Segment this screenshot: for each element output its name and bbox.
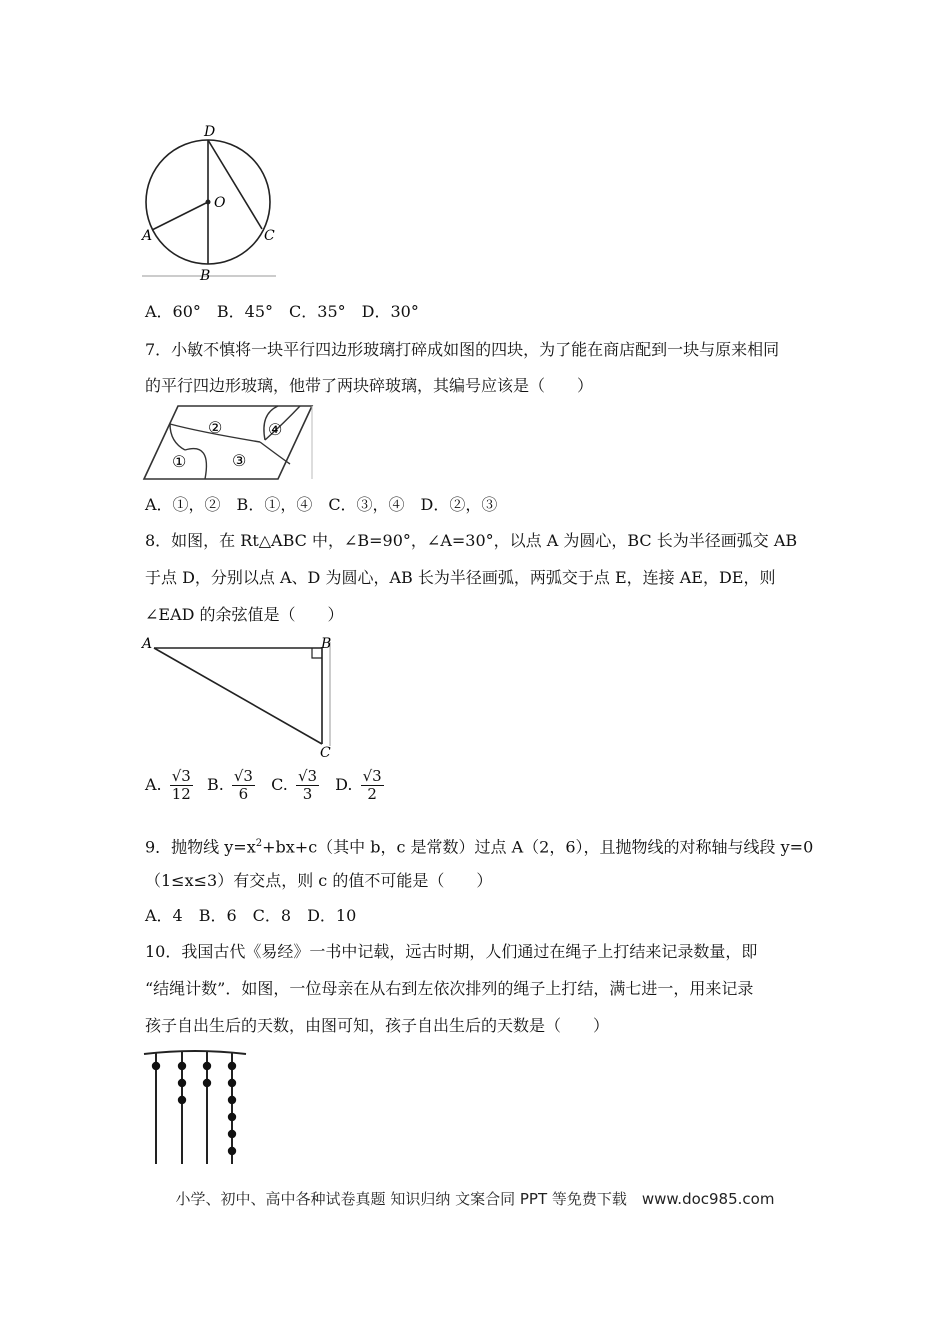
q6-options: A．60° B．45° C．35° D．30° — [145, 302, 419, 321]
q8-text-line2: 于点 D，分别以点 A、D 为圆心，AB 长为半径画弧，两弧交于点 E，连接 AE，DE，则 — [145, 568, 776, 587]
q9-text-line1 — [145, 834, 813, 857]
option-c-numerator: √3 — [297, 767, 318, 785]
point-label-d: D — [204, 124, 216, 140]
rope-knot — [228, 1113, 236, 1121]
q8-text-line1: 8．如图，在 Rt△ABC 中，∠B=90°，∠A=30°，以点 A 为圆心，BC 长为半径画弧交 AB — [145, 531, 798, 550]
rope-knot — [203, 1062, 211, 1070]
option-c-label: C. — [271, 775, 288, 794]
piece-label-1: ① — [172, 452, 187, 471]
rope-bar — [144, 1051, 246, 1054]
q9-line1-start: 9．抛物线 y=x — [145, 837, 256, 857]
rope-knot — [178, 1062, 186, 1070]
option-c-fraction — [296, 768, 319, 803]
option-d-fraction — [361, 768, 384, 803]
point-label-b: B — [200, 268, 211, 282]
q10-text-line1: 10．我国古代《易经》一书中记载，远古时期，人们通过在绳子上打结来记录数量，即 — [145, 942, 758, 961]
footer-note: 小学、初中、高中各种试卷真题 知识归纳 文案合同 PPT 等免费下载 www.doc985.com — [175, 1190, 775, 1208]
vertex-label-b: B — [321, 636, 332, 652]
rope-knot — [228, 1096, 236, 1104]
q10-text-line2: “结绳计数”．如图，一位母亲在从右到左依次排列的绳子上打结，满七进一，用来记录 — [145, 979, 754, 998]
option-c — [271, 767, 327, 803]
option-a-label: A. — [145, 775, 162, 794]
q7-options: A．①，② B．①，④ C．③，④ D．②，③ — [145, 495, 498, 514]
option-c-denominator: 3 — [302, 785, 313, 803]
vertex-label-c: C — [320, 745, 331, 760]
piece-label-3: ③ — [232, 451, 247, 470]
point-label-o: O — [214, 195, 226, 211]
option-d — [335, 767, 387, 803]
vertex-label-a: A — [142, 636, 153, 652]
option-b-fraction — [232, 768, 255, 803]
q9-options: A．4 B．6 C．8 D．10 — [145, 906, 357, 925]
circle-figure — [140, 122, 280, 282]
q9-exponent: 2 — [255, 838, 263, 849]
option-b — [206, 767, 263, 803]
option-d-numerator: √3 — [362, 767, 382, 785]
option-b-denominator: 6 — [238, 785, 249, 803]
piece-label-4: ④ — [268, 420, 283, 439]
q7-text-line2: 的平行四边形玻璃，他带了两块碎玻璃，其编号应该是（ ） — [145, 376, 594, 395]
point-label-a: A — [142, 228, 153, 244]
option-b-label: B. — [206, 775, 224, 794]
point-label-c: C — [264, 228, 275, 244]
rope-knot — [203, 1079, 211, 1087]
q8-text-line3: ∠EAD 的余弦值是（ ） — [145, 605, 344, 624]
option-d-denominator: 2 — [367, 785, 377, 803]
option-d-label: D. — [335, 775, 353, 794]
option-b-numerator: √3 — [233, 767, 253, 785]
rope-knot — [228, 1079, 236, 1087]
option-a-denominator: 12 — [171, 785, 191, 803]
option-a — [145, 767, 201, 803]
q9-text-line2: （1≤x≤3）有交点，则 c 的值不可能是（ ） — [145, 871, 493, 890]
q10-text-line3: 孩子自出生后的天数，由图可知，孩子自出生后的天数是（ ） — [145, 1016, 610, 1035]
rope-knot — [228, 1130, 236, 1138]
rope-knot — [228, 1147, 236, 1155]
parallelogram-figure — [140, 402, 320, 484]
option-a-fraction — [170, 768, 193, 803]
rope-knot — [152, 1062, 160, 1070]
q8-options — [145, 768, 387, 803]
q9-line1-end: +bx+c（其中 b，c 是常数）过点 A（2，6），且抛物线的对称轴与线段 y=0 — [262, 837, 814, 857]
option-a-numerator: √3 — [171, 767, 191, 785]
knotted-ropes-figure — [140, 1046, 250, 1170]
rope-knot — [178, 1079, 186, 1087]
rope-knot — [178, 1096, 186, 1104]
rope-knot — [228, 1062, 236, 1070]
piece-label-2: ② — [208, 418, 223, 437]
q7-text-line1: 7．小敏不慎将一块平行四边形玻璃打碎成如图的四块，为了能在商店配到一块与原来相同 — [145, 340, 780, 359]
triangle-figure — [140, 634, 340, 760]
